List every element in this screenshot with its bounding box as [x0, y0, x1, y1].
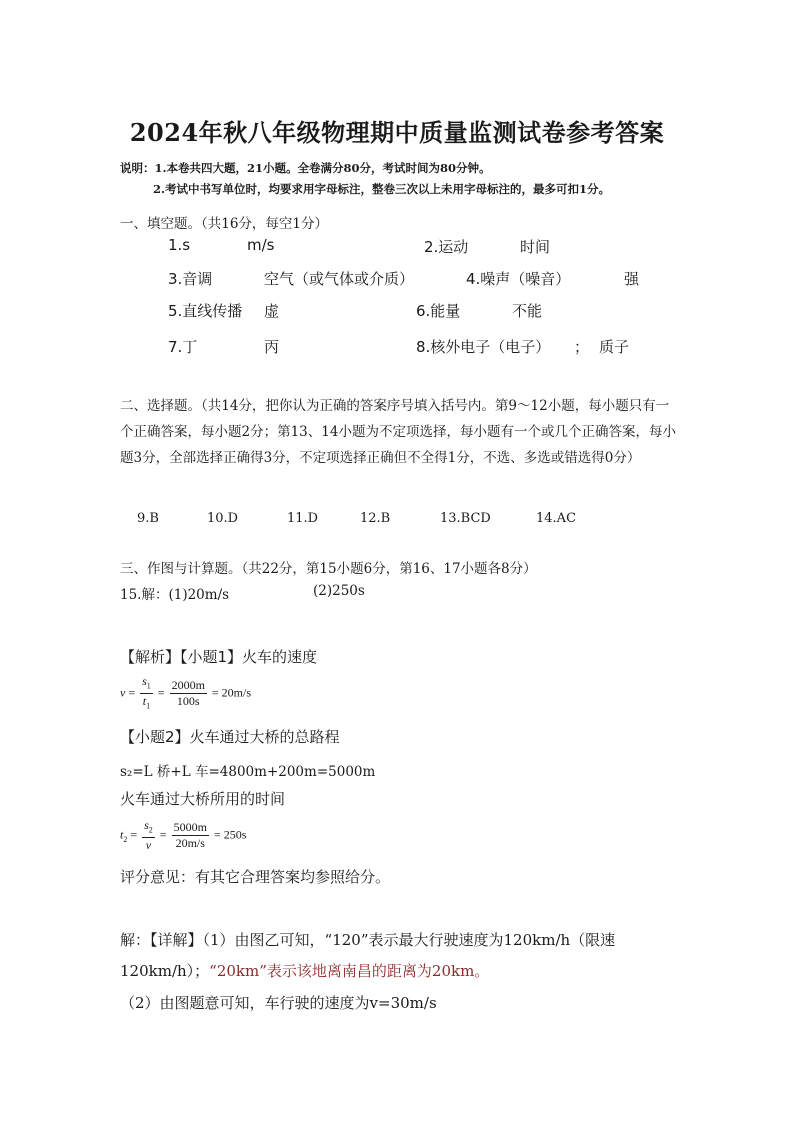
page-title: 2024年秋八年级物理期中质量监测试卷参考答案 [129, 118, 665, 147]
choice-answer-9: 9.B [137, 511, 159, 526]
fill-answer-4: 4.噪声（噪音） [466, 270, 571, 288]
q16-line-2-text: 120km/h）； [120, 962, 210, 980]
fill-answer-4-b: 强 [624, 270, 640, 288]
choice-answer-14: 14.AC [536, 511, 577, 526]
choice-answer-13: 13.BCD [440, 511, 491, 526]
fill-answer-1: 1.s [168, 236, 191, 254]
fill-answer-3: 3.音调 [168, 270, 213, 288]
q15-summary-2: (2)250s [313, 583, 365, 599]
section3-heading: 三、作图与计算题。（共22分，第15小题6分，第16、17小题各8分） [120, 561, 537, 577]
section2-heading: 二、选择题。（共14分，把你认为正确的答案序号填入括号内。第9～12小题，每小题只有一个正确答案，每小题2分；第13、14小题为不定项选择，每小题有一个或几个正确答案，每小题3分，全部选择正确得3分，不定项选择正确但不全得1分，不选、多选或错选得0分） [120, 398, 676, 466]
q16-highlight: “20km”表示该地离南昌的距离为20km。 [209, 962, 490, 980]
section1-heading: 一、填空题。（共16分，每空1分） [120, 216, 329, 232]
fill-answer-7: 7.丁 [168, 338, 198, 356]
fill-answer-7-b: 丙 [264, 338, 280, 356]
q16-line-1: 解：【详解】（1）由图乙可知，“120”表示最大行驶速度为120km/h（限速 [120, 931, 616, 949]
time-formula: $t_2$ = $\frac{s_2}{v}$ = $\frac{5000m}{20m/s}$ = 250s [120, 818, 247, 853]
analysis-label: 【解析】【小题1】火车的速度 [120, 648, 318, 666]
grading-note: 评分意见：有其它合理答案均参照给分。 [120, 868, 391, 886]
speed-formula: v = $\frac{s_1}{t_1}$ = $\frac{2000m}{100s}$ = 20m/s [120, 674, 252, 711]
note-line-1: 说明：1.本卷共四大题，21小题。全卷满分80分，考试时间为80分钟。 [120, 161, 491, 175]
path-calculation: s₂=L 桥+L 车=4800m+200m=5000m [120, 764, 376, 780]
choice-answer-11: 11.D [287, 511, 319, 526]
choice-answer-10: 10.D [207, 511, 239, 526]
fill-answer-1-unit: m/s [247, 236, 275, 254]
fill-answer-2: 2.运动 [424, 238, 469, 256]
fill-answer-6: 6.能量 [416, 302, 461, 320]
fill-answer-2-b: 时间 [520, 238, 551, 256]
time-label: 火车通过大桥所用的时间 [120, 790, 286, 808]
q15-summary: 15.解：(1)20m/s [120, 587, 230, 603]
fill-answer-8-b: 质子 [599, 338, 630, 356]
sub2-label: 【小题2】火车通过大桥的总路程 [120, 728, 340, 746]
fill-answer-8: 8.核外电子（电子） [416, 338, 551, 356]
fill-answer-5: 5.直线传播 [168, 302, 243, 320]
fill-answer-6-b: 不能 [512, 302, 543, 320]
fill-answer-8-sep: ； [574, 338, 590, 356]
fill-answer-5-b: 虚 [264, 302, 280, 320]
q16-line-2 [120, 960, 489, 981]
q16-line-3: （2）由图题意可知，车行驶的速度为v=30m/s [120, 994, 437, 1012]
choice-answer-12: 12.B [360, 511, 391, 526]
fill-answer-3-b: 空气（或气体或介质） [264, 270, 415, 288]
note-line-2: 2.考试中书写单位时，均要求用字母标注，整卷三次以上未用字母标注的，最多可扣1分。 [153, 182, 611, 196]
